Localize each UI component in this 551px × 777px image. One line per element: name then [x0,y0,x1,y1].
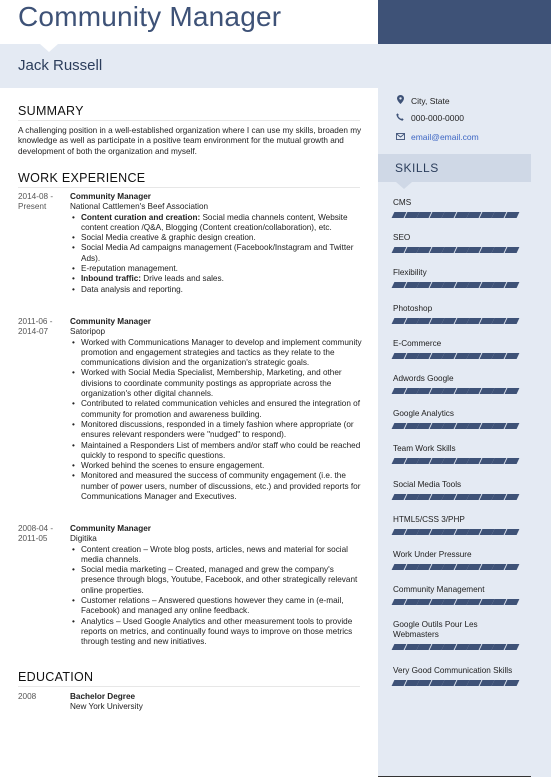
skill-item [393,480,523,500]
education-year: 2008 [18,692,37,701]
skill-level-segment [504,282,518,288]
skill-name: HTML5/CSS 3/PHP [393,515,465,524]
job-title: Community Manager [70,192,151,201]
skill-level-segment [504,494,518,500]
job-bullet [70,461,362,471]
bullet-text: Social Media Ad campaigns management (Facebook/Instagram and Twitter Ads). [81,243,354,263]
skill-level-bar [393,680,523,686]
experience-rule [18,187,360,188]
skill-level-bar [393,247,523,253]
map-pin-icon [395,95,405,106]
job-bullet [70,399,362,420]
job-bullet [70,243,362,264]
skill-level-segment [504,529,518,535]
skill-item [393,444,523,464]
skill-level-segment [504,247,518,253]
summary-text: A challenging position in a well-established organization where I can use my skills, broaden my knowledge as well as participate in a positive team environment for the mutual growth and development of both the organization and myself. [18,126,362,156]
contact-email[interactable] [395,132,479,142]
bullet-text: E-reputation management. [81,264,178,274]
name-band-notch [40,44,58,52]
job-bullet [70,596,362,617]
bullet-text: Contributed to related communication vehicles and ensured the integration of community for promotion and awareness building. [81,399,360,419]
summary-rule [18,120,360,121]
skill-item [393,374,523,394]
skill-name: Photoshop [393,304,433,313]
skill-level-bar [393,212,523,218]
skill-level-segment [504,318,518,324]
email-link[interactable]: email@email.com [411,132,479,142]
skills-header-notch [396,182,412,189]
skill-level-bar [393,644,523,650]
bullet-text: Worked behind the scenes to ensure engagement. [81,461,265,471]
job-dates: 2014-08 - Present [18,192,54,212]
education-school: New York University [70,702,143,712]
skill-name: Team Work Skills [393,444,456,453]
skill-item [393,233,523,253]
job-bullet [70,285,362,295]
skill-item [393,666,523,686]
sidebar-edge [531,44,551,777]
job-bullet [70,565,362,596]
skill-name: Very Good Communication Skills [393,666,513,675]
skill-name: E-Commerce [393,339,442,348]
skill-name: Work Under Pressure [393,550,472,559]
skills-heading: SKILLS [395,161,439,175]
header-accent-block [378,0,551,44]
skill-level-segment [504,388,518,394]
job-bullet [70,368,362,399]
job-company: National Cattlemen's Beef Association [70,202,209,212]
skill-level-segment [504,564,518,570]
skill-item [393,585,523,605]
phone-icon [395,113,405,123]
job-bullets [70,213,362,295]
skill-level-bar [393,353,523,359]
job-bullet [70,441,362,462]
skill-level-bar [393,458,523,464]
job-title: Community Manager [70,524,151,533]
job-bullet [70,545,362,566]
summary-heading: SUMMARY [18,104,84,118]
skill-name: Community Management [393,585,485,594]
job-company: Digitika [70,534,97,544]
skill-name: Flexibility [393,268,427,277]
skill-name: Google Outils Pour Les Webmasters [393,620,478,639]
bullet-text: Social media channels content, Website content creation /Q&A, Blogging (Content creation/collaboration), etc. [81,212,348,232]
location-text: City, State [411,95,450,106]
skill-level-segment [504,353,518,359]
bullet-text: Drive leads and sales. [141,274,224,284]
job-bullet [70,617,362,648]
skill-level-segment [504,423,518,429]
bullet-text: Monitored and measured the success of community engagement (i.e. the number of power users, number of discussions, etc.) and provided reports for Communications Manager and Executives. [81,471,361,502]
skill-item [393,268,523,288]
skill-name: Adwords Google [393,374,454,383]
experience-heading: WORK EXPERIENCE [18,171,146,185]
skill-level-segment [504,212,518,218]
skill-item [393,550,523,570]
skill-name: CMS [393,198,412,207]
bullet-text: Monitored discussions, responded in a timely fashion where appropriate (or ensures relevant responders were "nudged" to respond). [81,419,354,440]
skill-level-bar [393,282,523,288]
skill-item [393,515,523,535]
job-title: Community Manager [70,317,151,326]
bullet-lead: Content curation and creation: [81,212,201,222]
education-rule [18,686,360,687]
skill-level-bar [393,318,523,324]
job-bullet [70,338,362,369]
job-bullet [70,233,362,243]
skill-level-segment [504,599,518,605]
job-bullets [70,545,362,648]
skill-name: SEO [393,233,411,242]
bullet-text: Data analysis and reporting. [81,284,183,294]
contact-phone [395,113,464,123]
skill-level-segment [504,644,518,650]
skill-level-bar [393,564,523,570]
bullet-text: Maintained a Responders List of members and/or staff who could be reached quickly to respond to specific questions. [81,440,361,460]
bullet-text: Worked with Social Media Specialist, Membership, Marketing, and other divisions to coordinate community postings as appropriate across the organization's other digital channels. [81,368,342,399]
skill-item [393,198,523,218]
skill-level-bar [393,599,523,605]
job-bullet [70,213,362,234]
contact-location [395,95,450,106]
education-degree: Bachelor Degree [70,692,136,701]
skill-level-segment [504,680,518,686]
job-bullet [70,264,362,274]
resume-title: Community Manager [18,1,282,32]
skill-level-bar [393,494,523,500]
skill-item [393,304,523,324]
skill-level-segment [504,458,518,464]
job-dates: 2011-06 - 2014-07 [18,317,53,337]
bullet-text: Worked with Communications Manager to develop and implement community promotion and engagement strategies and tactics as they relate to the communications division and the organization's strategic goals. [81,337,362,368]
bullet-text: Social media marketing – Created, managed and grew the company's presence through blogs, Youtube, Facebook, and other strategically relevant online properties. [81,565,358,595]
skill-level-bar [393,388,523,394]
skill-item [393,339,523,359]
bullet-text: Analytics – Used Google Analytics and other measurement tools to provide reports on metrics, and continually found ways to improve on those metrics through testing and new initiatives. [81,616,353,647]
job-bullet [70,274,362,284]
phone-text: 000-000-0000 [411,113,464,123]
job-bullet [70,471,362,502]
candidate-name: Jack Russell [18,57,103,74]
bullet-lead: Inbound traffic: [81,274,142,284]
envelope-icon [395,133,405,142]
bullet-text: Content creation – Wrote blog posts, articles, news and material for social media channels. [81,544,348,564]
skill-name: Social Media Tools [393,480,462,489]
skill-level-bar [393,529,523,535]
bullet-text: Social Media creative & graphic design creation. [81,233,256,243]
bullet-text: Customer relations – Answered questions however they came in (e-mail, Facebook) and managed any online feedback. [81,596,344,616]
skill-level-bar [393,423,523,429]
skill-item [393,620,523,650]
skill-name: Google Analytics [393,409,454,418]
skill-item [393,409,523,429]
job-company: Satoripop [70,327,106,337]
education-heading: EDUCATION [18,670,94,684]
job-dates: 2008-04 - 2011-05 [18,524,54,544]
job-bullet [70,420,362,441]
job-bullets [70,338,362,503]
